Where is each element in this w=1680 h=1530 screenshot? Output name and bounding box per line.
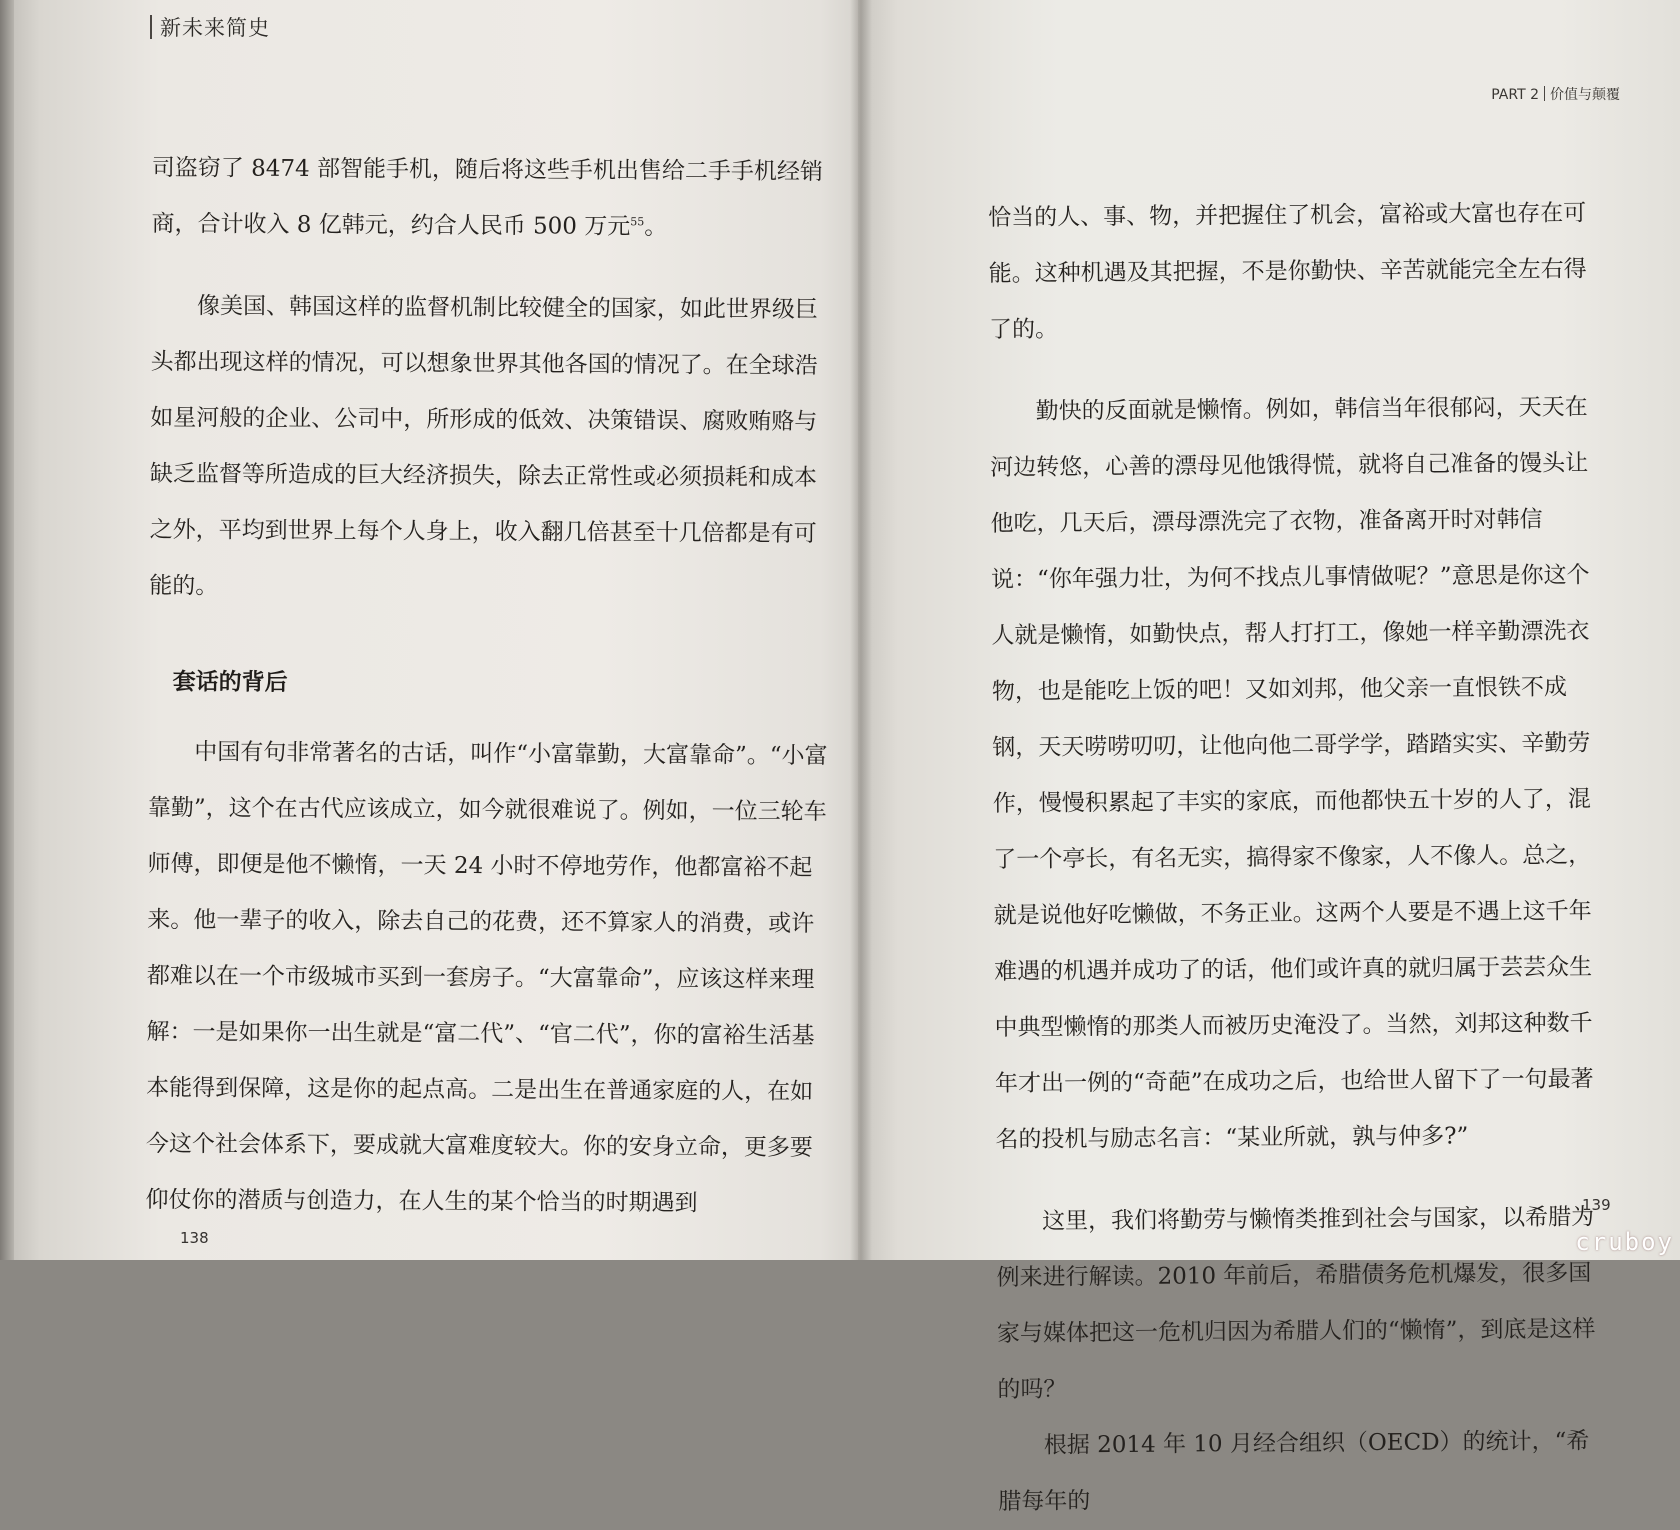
paragraph: 像美国、韩国这样的监督机制比较健全的国家，如此世界级巨头都出现这样的情况，可以想象世界其他各国的情况了。在全球浩如星河般的企业、公司中，所形成的低效、决策错误、腐败贿赂与缺乏监督等所造成的巨大经济损失，除去正常性或必须损耗和成本之外，平均到世界上每个人身上，收入翻几倍甚至十几倍都是有可能的。 (149, 293, 819, 600)
paragraph: 根据 2014 年 10 月经合组织（OECD）的统计，“希腊每年的 (998, 1428, 1590, 1515)
part-label: PART 2 (1491, 87, 1539, 103)
paragraph: 这里，我们将勤劳与懒惰类推到社会与国家，以希腊为例来进行解读。2010 年前后，希腊债务危机爆发，很多国家与媒体把这一危机归因为希腊人们的“懒惰”，到底是这样的吗？ (996, 1204, 1596, 1403)
running-head-book-title (150, 12, 270, 42)
part-title: 价值与颠覆 (1550, 87, 1620, 103)
paragraph: 勤快的反面就是懒惰。例如，韩信当年很郁闷，天天在河边转悠，心善的漂母见他饿得慌，就将自己准备的馒头让他吃，几天后，漂母漂洗完了衣物，准备离开时对韩信说：“你年强力壮，为何不找点儿事情做呢？”意思是你这个人就是懒惰，如勤快点，帮人打打工，像她一样辛勤漂洗衣物，也是能吃上饭的吧！又如刘邦，他父亲一直恨铁不成钢，天天唠唠叨叨，让他向他二哥学学，踏踏实实、辛勤劳作，慢慢积累起了丰实的家底，而他都快五十岁的人了，混了一个亭长，有名无实，搞得家不像家，人不像人。总之，就是说他好吃懒做，不务正业。这两个人要是不遇上这千年难遇的机遇并成功了的话，他们或许真的就归属于芸芸众生中典型懒惰的那类人而被历史淹没了。当然，刘邦这种数千年才出一例的“奇葩”在成功之后，也给世人留下了一句最著名的投机与励志名言：“某业所就，孰与仲多?” (990, 394, 1594, 1153)
book-gutter (850, 0, 872, 1260)
page-edge-shadow (0, 0, 14, 1260)
page-number-right: 139 (1582, 1196, 1611, 1214)
footnote-marker: 55 (630, 215, 645, 229)
paragraph: 恰当的人、事、物，并把握住了机会，富裕或大富也存在可能。这种机遇及其把握，不是你勤快、辛苦就能完全左右得了的。 (988, 200, 1587, 343)
page-number-left: 138 (180, 1229, 209, 1247)
header-divider (1544, 86, 1545, 101)
watermark-text: cruboy (1575, 1228, 1674, 1256)
header-divider (150, 15, 152, 39)
section-heading: 套话的背后 (172, 669, 288, 696)
paragraph: 中国有句非常著名的古话，叫作“小富靠勤，大富靠命”。“小富靠勤”，这个在古代应该成立，如今就很难说了。例如，一位三轮车师傅，即便是他不懒惰，一天 24 小时不停地劳作，他都富裕不起来。他一辈子的收入，除去自己的花费，还不算家人的消费，或许都难以在一个市级城市买到一套房子。“大富靠命”，应该这样来理解：一是如果你一出生就是“富二代”、“官二代”，你的富裕生活基本能得到保障，这是你的起点高。二是出生在普通家庭的人，在如今这个社会体系下，要成就大富难度较大。你的安身立命，更多要仰仗你的潜质与创造力，在人生的某个恰当的时期遇到 (145, 739, 828, 1217)
right-page (858, 0, 1680, 1515)
right-body-text (988, 185, 1601, 1530)
paragraph: 司盗窃了 8474 部智能手机，随后将这些手机出售给二手手机经销商，合计收入 8 亿韩元，约合人民币 500 万元$^{55}$。 (151, 154, 824, 241)
running-head-part (1491, 84, 1620, 104)
left-page (0, 0, 880, 1260)
left-body-text (145, 140, 832, 1232)
book-title: 新未来简史 (160, 16, 270, 40)
